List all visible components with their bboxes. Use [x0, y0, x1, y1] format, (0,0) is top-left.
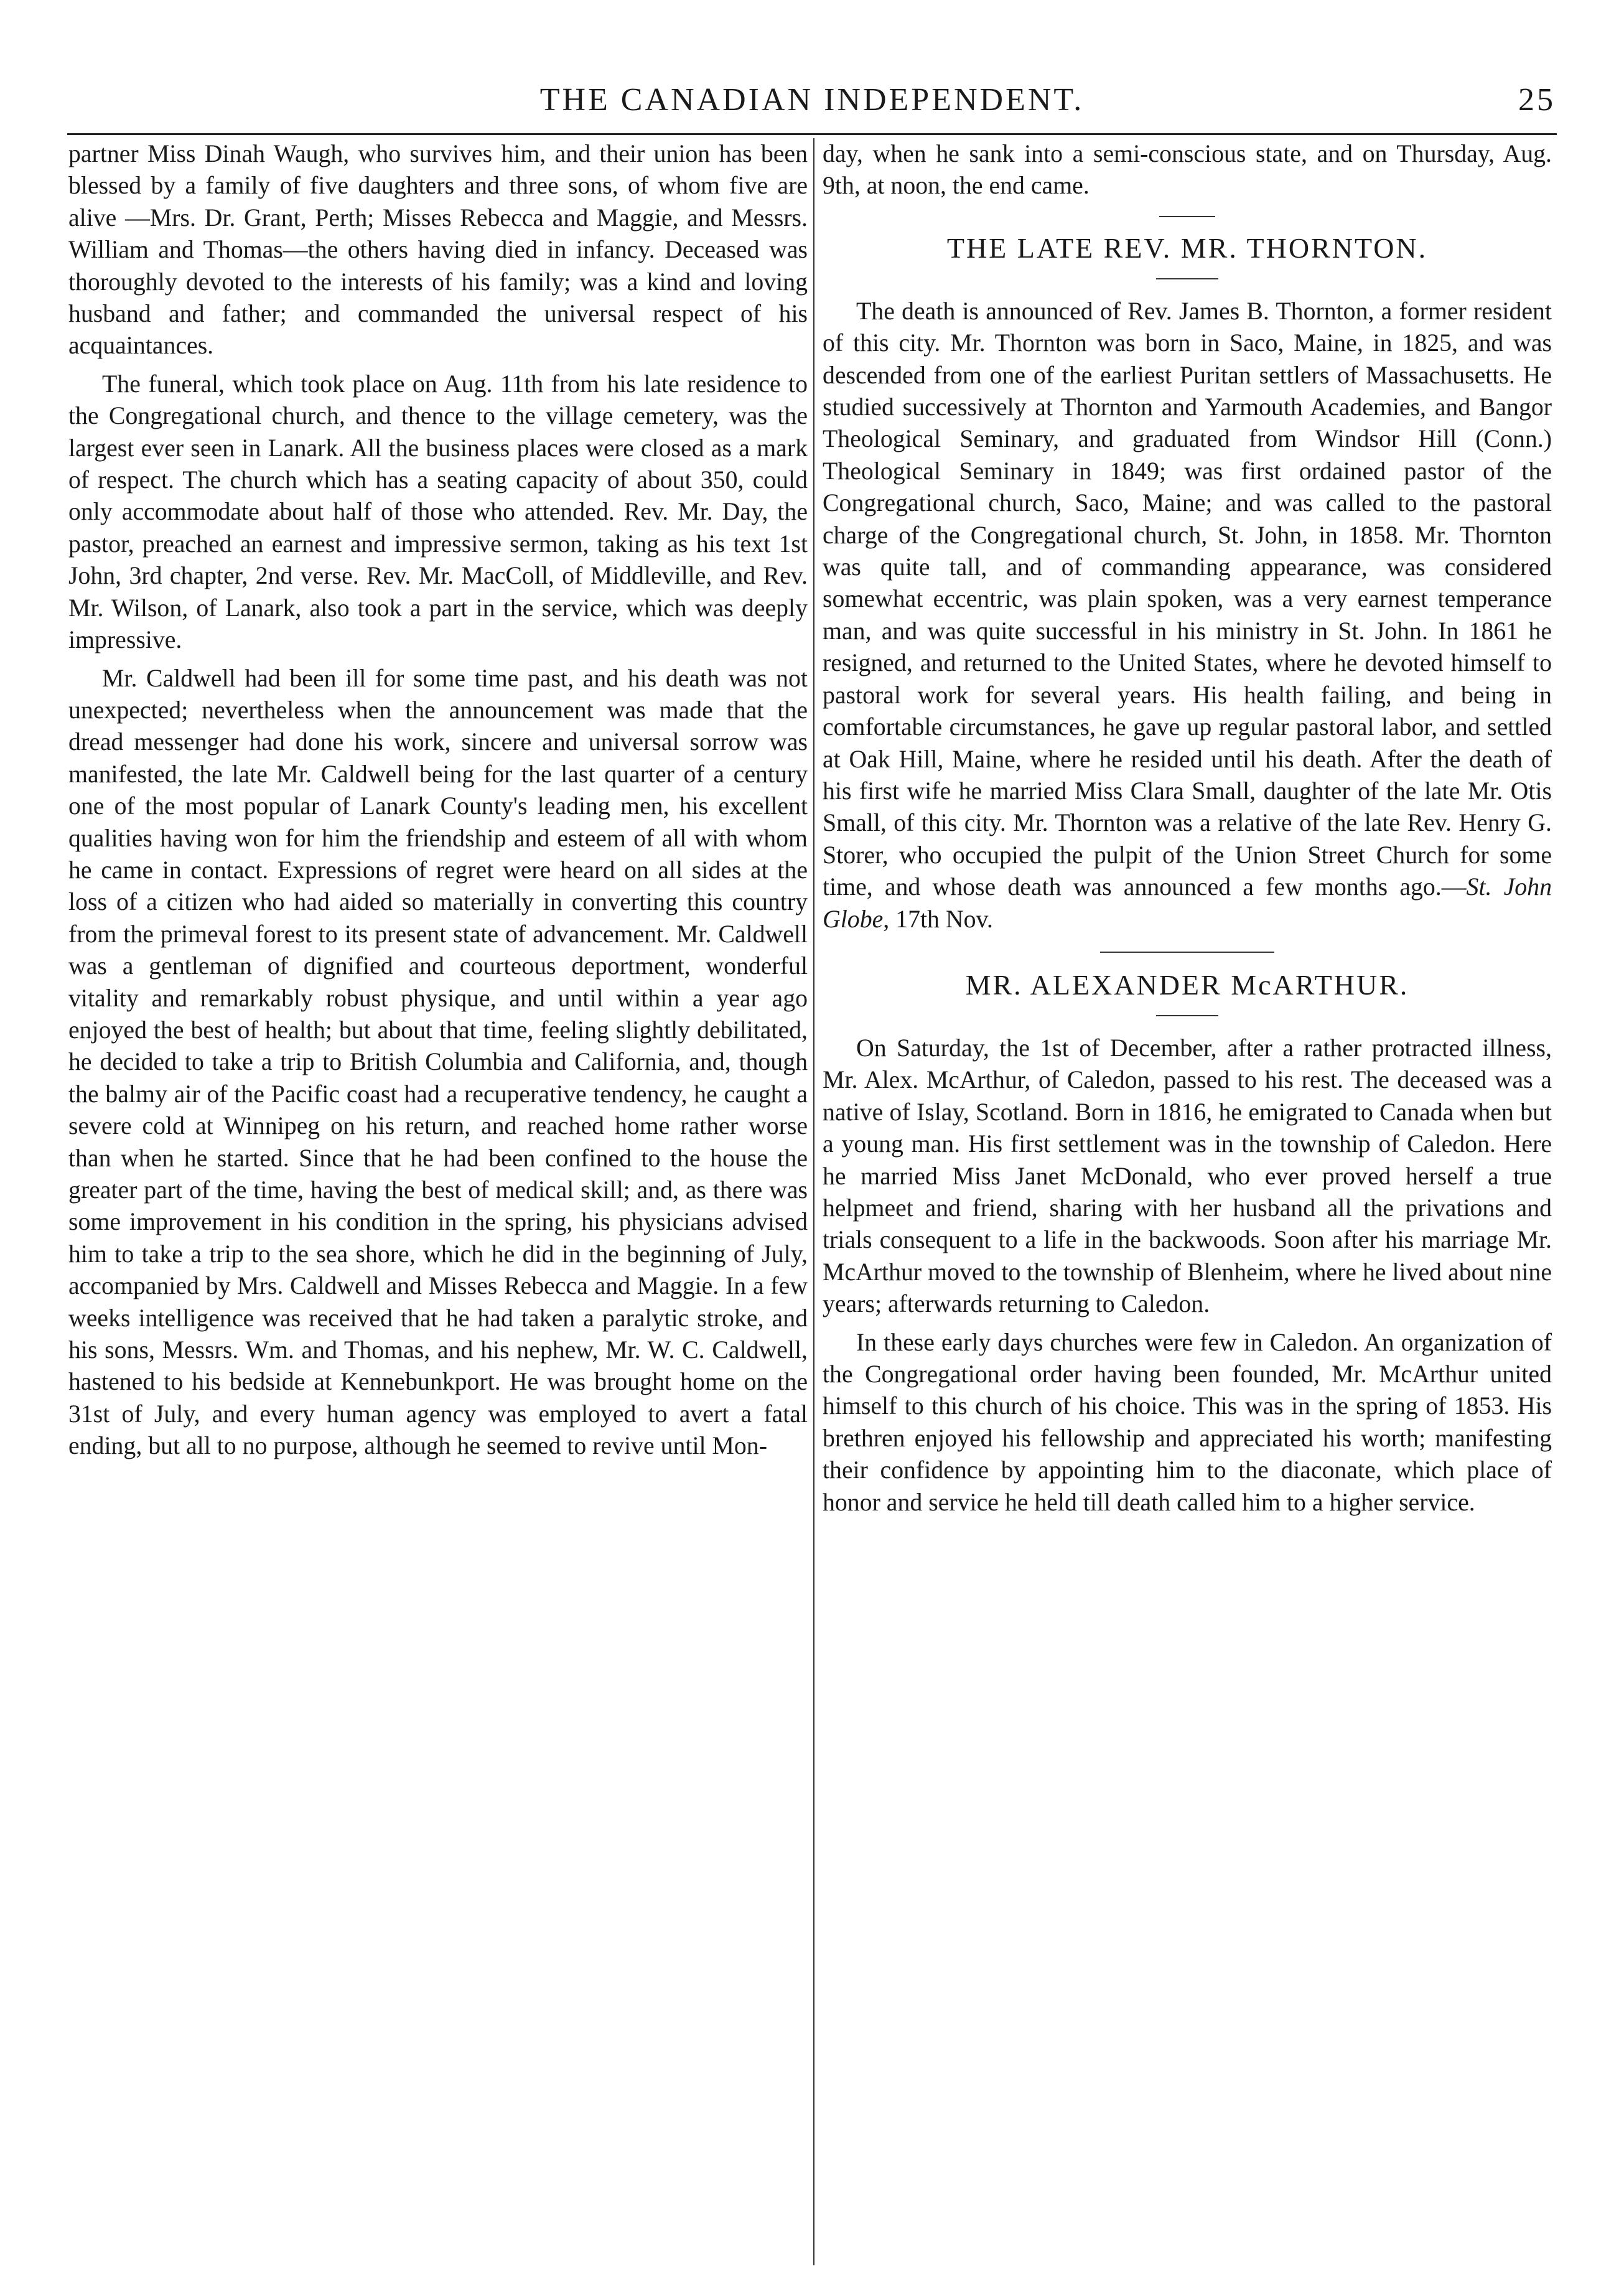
running-head — [68, 73, 1556, 127]
thornton-text: The death is announced of Rev. James B. Thornton, a former resident of this city. Mr. Thornton was born in Saco, Maine, in 1825, and was descended from one of the earliest Puritan settlers of Massachusetts. He studied successively at Thornton and Yarmouth Academies, and Bangor Theological Seminary, and graduated from Windsor Hill (Conn.) Theological Seminary in 1849; was first ordained pastor of the Congregational church, Saco, Maine; and was called to the pastoral charge of the Congregational church, St. John, in 1858. Mr. Thornton was quite tall, and of commanding appearance, was considered somewhat eccentric, was plain spoken, was a very earnest temperance man, and was quite successful in his ministry in St. John. In 1861 he resigned, and returned to the United States, where he devoted himself to pastoral work for several years. His health failing, and being in comfortable circumstances, he gave up regular pastoral labor, and settled at Oak Hill, Maine, where he resided until his death. After the death of his first wife he married Miss Clara Small, daughter of the late Mr. Otis Small, of this city. Mr. Thornton was a relative of the late Rev. Henry G. Storer, who occupied the pulpit of the Union Street Church for some time, and whose death was announced a few months ago.— — [823, 297, 1552, 901]
caldwell-paragraph-3: Mr. Caldwell had been ill for some time past, and his death was not unexpected; nevertheless when the announcement was made that the dread messenger had done his work, sincere and universal sorrow was manifested, the late Mr. Caldwell being for the last quarter of a century one of the most popular of Lanark County's leading men, his excellent qualities having won for him the friendship and esteem of all with whom he came in contact. Expressions of regret were heard on all sides at the loss of a citizen who had aided so materially in converting this country from the primeval forest to its present state of advancement. Mr. Caldwell was a gentleman of dignified and courteous deportment, wonderful vitality and remarkably robust physique, and until within a year ago enjoyed the best of health; but about that time, feeling slightly debilitated, he decided to take a trip to British Columbia and California, and, though the balmy air of the Pacific coast had a recuperative tendency, he caught a severe cold at Winnipeg on his return, and reached home rather worse than when he started. Since that he had been confined to the house the greater part of the time, having the best of medical skill; and, as there was some improvement in his condition in the spring, his physicians advised him to take a trip to the sea shore, which he did in the beginning of July, accompanied by Mrs. Caldwell and Misses Rebecca and Maggie. In a few weeks intelligence was received that he had taken a paralytic stroke, and his sons, Messrs. Wm. and Thomas, and his nephew, Mr. W. C. Caldwell, hastened to his bedside at Kennebunkport. He was brought home on the 31st of July, and every human agency was employed to avert a fatal ending, but all to no purpose, although he seemed to revive until Mon- — [68, 664, 808, 1460]
column-divider — [813, 138, 814, 2265]
thornton-body — [823, 296, 1552, 935]
header-rule — [67, 133, 1557, 135]
caldwell-paragraph-1: partner Miss Dinah Waugh, who survives him, and their union has been blessed by a family of five daughters and three sons, of whom five are alive —Mrs. Dr. Grant, Perth; Misses Rebecca and Maggie, and Messrs. William and Thomas—the others having died in infancy. Deceased was thoroughly devoted to the interests of his family; was a kind and loving husband and father; and commanded the universal respect of his acquaintances. — [68, 140, 808, 360]
thornton-heading: THE LATE REV. MR. THORNTON. — [946, 232, 1428, 264]
mcarthur-paragraph-2: In these early days churches were few in Caledon. An organization of the Congregational order having been founded, Mr. McArthur united himself to this church of his choice. This was in the spring of 1853. His brethren enjoyed his fellowship and appreciated his worth; manifesting their confidence by appointing him to the diaconate, which place of honor and service he held till death called him to a higher service. — [823, 1328, 1552, 1516]
caldwell-paragraph-2: The funeral, which took place on Aug. 11th from his late residence to the Congregational church, and thence to the village cemetery, was the largest ever seen in Lanark. All the business places were closed as a mark of respect. The church which has a seating capacity of about 350, could only accommodate about half of those who attended. Rev. Mr. Day, the pastor, preached an earnest and impressive sermon, taking as his text 1st John, 3rd chapter, 2nd verse. Rev. Mr. MacColl, of Middleville, and Rev. Mr. Wilson, of Lanark, also took a part in the service, which was deeply impressive. — [68, 370, 808, 654]
right-column — [823, 138, 1552, 1519]
section-separator — [1100, 952, 1274, 953]
section-separator — [1159, 216, 1215, 217]
thornton-source: St. John Globe — [823, 873, 1552, 933]
mcarthur-heading: MR. ALEXANDER McARTHUR. — [965, 968, 1409, 1001]
mcarthur-paragraph-1: On Saturday, the 1st of December, after a rather protracted illness, Mr. Alex. McArthur, of Caledon, passed to his rest. The deceased was a native of Islay, Scotland. Born in 1816, he emigrated to Canada when but a young man. His first settlement was in the township of Caledon. Here he married Miss Janet McDonald, who ever proved herself a true helpmeet and friend, sharing with her husband all the privations and trials consequent to a life in the backwoods. Soon after his marriage Mr. McArthur moved to the township of Blenheim, where he lived about nine years; afterwards returning to Caledon. — [823, 1034, 1552, 1318]
caldwell-continuation: day, when he sank into a semi-conscious state, and on Thursday, Aug. 9th, at noon, the end came. — [823, 140, 1552, 200]
publication-title: THE CANADIAN INDEPENDENT. — [539, 82, 1085, 118]
page-number: 25 — [1518, 82, 1556, 118]
heading-underline — [1156, 1015, 1218, 1016]
left-column — [68, 138, 808, 1463]
thornton-source-date: , 17th Nov. — [883, 905, 993, 933]
heading-underline — [1156, 278, 1218, 279]
